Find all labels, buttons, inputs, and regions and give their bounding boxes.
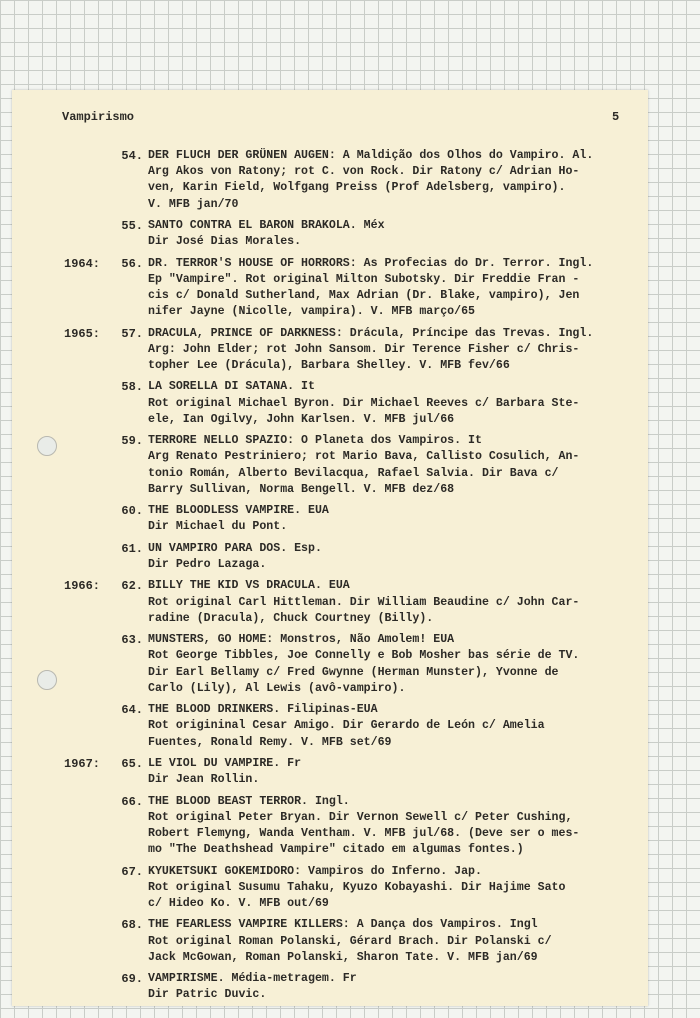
entry-title-line: KYUKETSUKI GOKEMIDORO: Vampiros do Inferno. Jap. — [148, 864, 482, 878]
entry-detail-line: Dir Jean Rollin. — [148, 773, 260, 787]
entry-number: 67. — [121, 864, 143, 879]
entry-detail-line: Dir Earl Bellamy c/ Fred Gwynne (Herman Munster), Yvonne de — [148, 665, 559, 679]
entry-text — [148, 256, 636, 321]
film-entry — [12, 864, 648, 913]
film-entry — [12, 256, 648, 321]
entry-title-line: THE BLOOD DRINKERS. Filipinas-EUA — [148, 703, 378, 717]
entry-detail-line: Arg: John Elder; rot John Sansom. Dir Terence Fisher c/ Chris- — [148, 342, 580, 356]
film-entry — [12, 541, 648, 573]
entry-detail-line: Rot original Peter Bryan. Dir Vernon Sewell c/ Peter Cushing, — [148, 810, 573, 824]
entry-number: 62. — [121, 579, 143, 594]
entry-detail-line: Rot original Michael Byron. Dir Michael Reeves c/ Barbara Ste- — [148, 396, 580, 410]
entry-year: 1967: — [64, 756, 101, 771]
entry-text — [148, 433, 636, 498]
entry-number: 68. — [121, 918, 143, 933]
entry-text — [148, 541, 636, 573]
entry-detail-line: Fuentes, Ronald Remy. V. MFB set/69 — [148, 735, 392, 749]
entry-number: 58. — [121, 380, 143, 395]
film-entry — [12, 578, 648, 627]
entry-number: 61. — [121, 541, 143, 556]
entry-detail-line: V. MFB jan/70 — [148, 197, 239, 211]
entry-text — [148, 503, 636, 535]
entry-number: 54. — [121, 149, 143, 163]
film-entry — [12, 794, 648, 859]
entry-title-line: THE FEARLESS VAMPIRE KILLERS: A Dança dos Vampiros. Ingl — [148, 918, 538, 932]
film-entry — [12, 148, 648, 213]
entry-detail-line: ele, Ian Ogilvy, John Karlsen. V. MFB jul/66 — [148, 412, 455, 426]
entry-detail-line: Dir José Dias Morales. — [148, 235, 302, 249]
entry-title-line: DRACULA, PRINCE OF DARKNESS: Drácula, Príncipe das Trevas. Ingl. — [148, 326, 594, 340]
film-entry — [12, 503, 648, 535]
entry-number: 55. — [121, 219, 143, 233]
page-header-title: Vampirismo — [62, 110, 135, 124]
entry-detail-line: c/ Hideo Ko. V. MFB out/69 — [148, 896, 329, 910]
entry-text — [148, 917, 636, 966]
entry-number: 69. — [121, 972, 143, 987]
entry-text — [148, 864, 636, 913]
entry-detail-line: Rot original Roman Polanski, Gérard Brach. Dir Polanski c/ — [148, 934, 552, 948]
entry-number: 59. — [121, 434, 143, 449]
entry-text — [148, 702, 636, 751]
entry-text — [148, 632, 636, 697]
entry-detail-line: ven, Karin Field, Wolfgang Preiss (Prof Adelsberg, vampiro). — [148, 181, 566, 195]
film-entry — [12, 971, 648, 1003]
entry-detail-line: Dir Pedro Lazaga. — [148, 557, 267, 571]
entry-detail-line: Rot George Tibbles, Joe Connelly e Bob Mosher bas série de TV. — [148, 649, 580, 663]
entry-title-line: BILLY THE KID VS DRACULA. EUA — [148, 579, 350, 593]
film-entry — [12, 379, 648, 428]
film-entry — [12, 326, 648, 375]
entry-detail-line: Barry Sullivan, Norma Bengell. V. MFB dez/68 — [148, 482, 455, 496]
typewritten-page — [12, 90, 648, 1006]
entry-text — [148, 379, 636, 428]
entry-number: 64. — [121, 703, 143, 718]
entry-title-line: THE BLOOD BEAST TERROR. Ingl. — [148, 794, 350, 808]
entry-detail-line: Rot origininal Cesar Amigo. Dir Gerardo de León c/ Amelia — [148, 719, 545, 733]
entry-text — [148, 148, 636, 213]
entry-title-line: VAMPIRISME. Média-metragem. Fr — [148, 972, 357, 986]
film-entry — [12, 433, 648, 498]
entry-number: 57. — [121, 326, 143, 341]
film-entry — [12, 218, 648, 250]
entry-title-line: TERRORE NELLO SPAZIO: O Planeta dos Vampiros. It — [148, 434, 482, 448]
entry-detail-line: Jack McGowan, Roman Polanski, Sharon Tate. V. MFB jan/69 — [148, 950, 538, 964]
entry-text — [148, 756, 636, 788]
entry-text — [148, 794, 636, 859]
page-number: 5 — [612, 110, 620, 124]
entry-text — [148, 578, 636, 627]
entry-detail-line: Ep "Vampire". Rot original Milton Subotsky. Dir Freddie Fran - — [148, 272, 580, 286]
entry-title-line: SANTO CONTRA EL BARON BRAKOLA. Méx — [148, 219, 385, 232]
film-entry — [12, 702, 648, 751]
entry-title-line: LA SORELLA DI SATANA. It — [148, 380, 315, 394]
entry-title-line: LE VIOL DU VAMPIRE. Fr — [148, 756, 302, 770]
entry-number: 60. — [121, 504, 143, 519]
entry-title-line: DR. TERROR'S HOUSE OF HORRORS: As Profecias do Dr. Terror. Ingl. — [148, 256, 594, 270]
entry-detail-line: mo "The Deathshead Vampire" citado em algumas fontes.) — [148, 843, 524, 857]
entry-detail-line: Robert Flemyng, Wanda Ventham. V. MFB jul/68. (Deve ser o mes- — [148, 826, 580, 840]
entry-detail-line: Dir Patric Duvic. — [148, 988, 267, 1002]
entry-detail-line: tonio Román, Alberto Bevilacqua, Rafael Salvia. Dir Bava c/ — [148, 466, 559, 480]
entry-text — [148, 326, 636, 375]
entry-title-line: MUNSTERS, GO HOME: Monstros, Não Amolem! EUA — [148, 633, 455, 647]
entry-detail-line: topher Lee (Drácula), Barbara Shelley. V. MFB fev/66 — [148, 359, 510, 372]
entry-detail-line: Arg Renato Pestriniero; rot Mario Bava, Callisto Cosulich, An- — [148, 450, 580, 464]
entry-detail-line: Rot original Carl Hittleman. Dir William Beaudine c/ John Car- — [148, 595, 580, 609]
entry-detail-line: Rot original Susumu Tahaku, Kyuzo Kobayashi. Dir Hajime Sato — [148, 880, 566, 894]
entry-number: 66. — [121, 794, 143, 809]
entry-year: 1965: — [64, 326, 101, 341]
film-entry — [12, 632, 648, 697]
film-entry — [12, 756, 648, 788]
entry-number: 56. — [121, 256, 143, 271]
entry-number: 65. — [121, 756, 143, 771]
film-list — [12, 148, 648, 1009]
entry-title-line: DER FLUCH DER GRÜNEN AUGEN: A Maldição dos Olhos do Vampiro. Al. — [148, 149, 594, 162]
entry-title-line: UN VAMPIRO PARA DOS. Esp. — [148, 541, 322, 555]
entry-text — [148, 218, 636, 250]
entry-detail-line: Carlo (Lily), Al Lewis (avô-vampiro). — [148, 681, 406, 695]
entry-detail-line: Arg Akos von Ratony; rot C. von Rock. Dir Ratony c/ Adrian Ho- — [148, 165, 580, 179]
entry-detail-line: radine (Dracula), Chuck Courtney (Billy). — [148, 611, 434, 625]
entry-title-line: THE BLOODLESS VAMPIRE. EUA — [148, 504, 329, 518]
entry-detail-line: Dir Michael du Pont. — [148, 520, 288, 534]
entry-year: 1966: — [64, 579, 101, 594]
entry-detail-line: nifer Jayne (Nicolle, vampira). V. MFB março/65 — [148, 305, 475, 319]
entry-number: 63. — [121, 633, 143, 648]
entry-year: 1964: — [64, 256, 101, 271]
film-entry — [12, 917, 648, 966]
entry-detail-line: cis c/ Donald Sutherland, Max Adrian (Dr. Blake, vampiro), Jen — [148, 289, 580, 302]
entry-text — [148, 971, 636, 1003]
